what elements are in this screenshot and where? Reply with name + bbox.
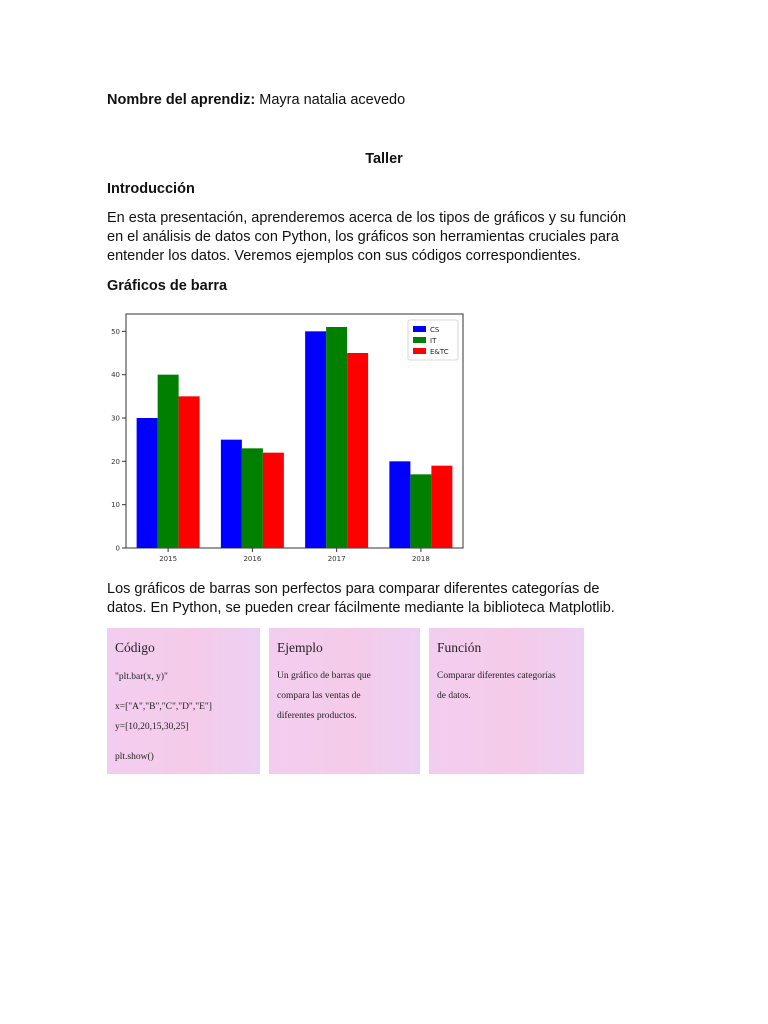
y-tick-label: 50 bbox=[111, 327, 120, 336]
intro-line: entender los datos. Veremos ejemplos con sus códigos correspondientes. bbox=[107, 248, 581, 264]
code-line: plt.show() bbox=[115, 752, 154, 762]
intro-heading: Introducción bbox=[107, 181, 195, 197]
example-card-title: Ejemplo bbox=[277, 640, 323, 655]
function-card bbox=[429, 628, 584, 774]
student-label: Nombre del aprendiz: bbox=[107, 92, 256, 108]
bar bbox=[221, 440, 242, 548]
bar bbox=[179, 396, 200, 548]
intro-paragraph bbox=[107, 209, 667, 266]
code-line: "plt.bar(x, y)" bbox=[115, 672, 168, 682]
example-line: Un gráfico de barras que bbox=[277, 671, 371, 681]
legend-label: CS bbox=[430, 326, 440, 334]
student-name-line bbox=[107, 91, 405, 110]
x-tick-label: 2018 bbox=[411, 555, 430, 563]
example-card bbox=[269, 628, 420, 774]
document-title: Taller bbox=[365, 151, 403, 167]
y-tick-label: 10 bbox=[111, 501, 120, 510]
code-card bbox=[107, 628, 260, 774]
legend-label: E&TC bbox=[430, 348, 449, 356]
bar-chart-paragraph bbox=[107, 580, 667, 618]
bar bbox=[431, 466, 452, 548]
function-card-title: Función bbox=[437, 640, 482, 655]
code-card-title: Código bbox=[115, 640, 155, 655]
bar-chart bbox=[107, 311, 469, 569]
bar bbox=[347, 353, 368, 548]
student-name: Mayra natalia acevedo bbox=[259, 92, 406, 108]
bar bbox=[263, 453, 284, 548]
x-tick-label: 2016 bbox=[243, 555, 262, 563]
bar bbox=[326, 327, 347, 548]
legend-label: IT bbox=[430, 337, 437, 345]
bar bbox=[389, 461, 410, 548]
y-tick-label: 40 bbox=[111, 371, 120, 380]
example-line: compara las ventas de bbox=[277, 691, 361, 701]
bar bbox=[242, 448, 263, 548]
code-line: y=[10,20,15,30,25] bbox=[115, 722, 189, 732]
legend-swatch bbox=[413, 348, 426, 354]
bar bbox=[410, 474, 431, 548]
y-tick-label: 20 bbox=[111, 457, 120, 466]
legend-swatch bbox=[413, 326, 426, 332]
intro-line: en el análisis de datos con Python, los gráficos son herramientas cruciales para bbox=[107, 229, 619, 245]
bar bbox=[158, 375, 179, 548]
function-line: Comparar diferentes categorías bbox=[437, 671, 556, 681]
bar bbox=[305, 331, 326, 548]
paragraph-line: datos. En Python, se pueden crear fácilmente mediante la biblioteca Matplotlib. bbox=[107, 600, 615, 616]
bar bbox=[137, 418, 158, 548]
y-tick-label: 30 bbox=[111, 414, 120, 423]
y-tick-label: 0 bbox=[115, 544, 120, 553]
bar-chart-heading: Gráficos de barra bbox=[107, 278, 228, 294]
paragraph-line: Los gráficos de barras son perfectos para comparar diferentes categorías de bbox=[107, 581, 600, 597]
intro-line: En esta presentación, aprenderemos acerca de los tipos de gráficos y su función bbox=[107, 210, 627, 226]
function-line: de datos. bbox=[437, 691, 471, 701]
example-line: diferentes productos. bbox=[277, 711, 357, 721]
x-tick-label: 2017 bbox=[327, 555, 346, 563]
x-tick-label: 2015 bbox=[159, 555, 178, 563]
code-line: x=["A","B","C","D","E"] bbox=[115, 702, 212, 712]
legend-swatch bbox=[413, 337, 426, 343]
